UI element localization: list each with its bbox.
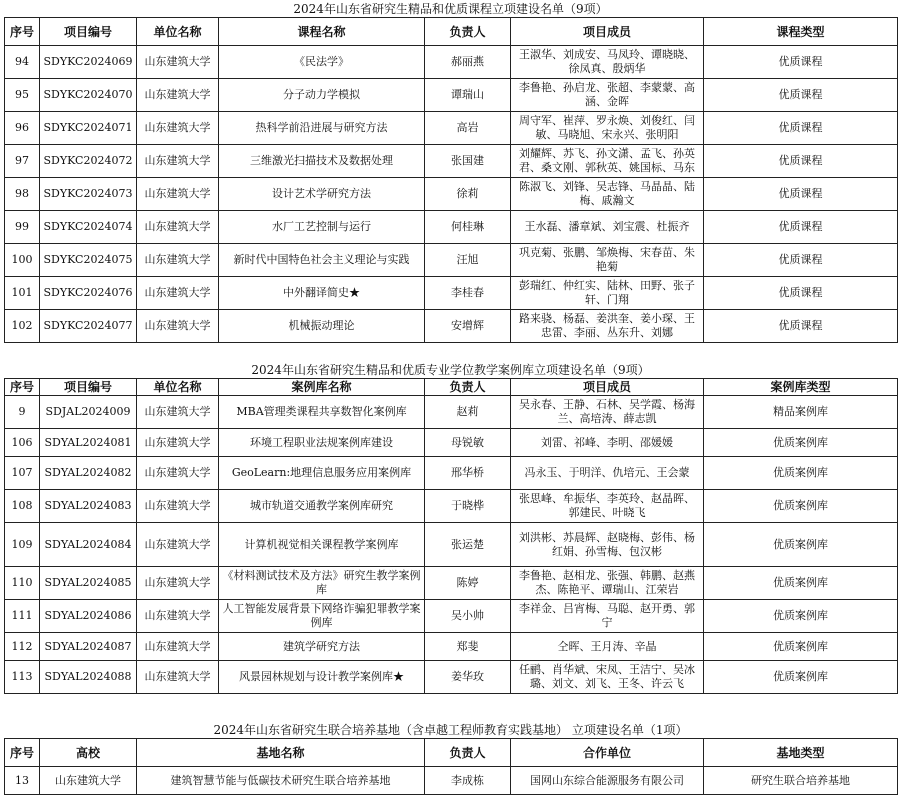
project-code-cell: SDYAL2024082 bbox=[40, 457, 137, 490]
unit-name-cell: 山东建筑大学 bbox=[137, 145, 219, 178]
header-cell: 序号 bbox=[5, 739, 40, 767]
case-library-name-cell: 建筑学研究方法 bbox=[219, 633, 425, 661]
header-cell: 序号 bbox=[5, 379, 40, 396]
course-type-cell: 优质课程 bbox=[704, 145, 898, 178]
leader-cell: 于晓桦 bbox=[425, 490, 511, 523]
members-cell: 陈淑飞、刘锋、吴志锋、马晶晶、陆梅、戚瀚文 bbox=[511, 178, 704, 211]
members-cell: 刘耀辉、苏飞、孙文潇、孟飞、孙英君、桑文刚、郭秋英、姚国标、马东 bbox=[511, 145, 704, 178]
base-type-cell: 研究生联合培养基地 bbox=[704, 767, 898, 795]
members-cell: 刘雷、祁峰、李明、邵媛媛 bbox=[511, 429, 704, 457]
row-number-cell: 108 bbox=[5, 490, 40, 523]
header-cell: 项目编号 bbox=[40, 18, 137, 46]
header-cell: 高校 bbox=[40, 739, 137, 767]
case-library-name-cell: MBA管理类课程共享数智化案例库 bbox=[219, 396, 425, 429]
case-library-name-cell: 城市轨道交通教学案例库研究 bbox=[219, 490, 425, 523]
members-cell: 李鲁艳、赵相龙、张强、韩鹏、赵燕杰、陈艳平、谭瑞山、江荣岩 bbox=[511, 567, 704, 600]
training-base-table bbox=[4, 738, 898, 795]
row-number-cell: 13 bbox=[5, 767, 40, 795]
members-cell: 冯永玉、于明洋、仇培元、王会蒙 bbox=[511, 457, 704, 490]
unit-name-cell: 山东建筑大学 bbox=[137, 567, 219, 600]
unit-name-cell: 山东建筑大学 bbox=[137, 79, 219, 112]
partner-unit-cell: 国网山东综合能源服务有限公司 bbox=[511, 767, 704, 795]
table-row bbox=[5, 661, 898, 694]
header-cell: 案例库名称 bbox=[219, 379, 425, 396]
course-type-cell: 优质课程 bbox=[704, 277, 898, 310]
course-type-cell: 优质课程 bbox=[704, 112, 898, 145]
leader-cell: 姜华玫 bbox=[425, 661, 511, 694]
row-number-cell: 97 bbox=[5, 145, 40, 178]
table-row bbox=[5, 429, 898, 457]
header-cell: 基地类型 bbox=[704, 739, 898, 767]
leader-cell: 高岩 bbox=[425, 112, 511, 145]
course-name-cell: 水厂工艺控制与运行 bbox=[219, 211, 425, 244]
unit-name-cell: 山东建筑大学 bbox=[137, 244, 219, 277]
row-number-cell: 112 bbox=[5, 633, 40, 661]
project-code-cell: SDYKC2024070 bbox=[40, 79, 137, 112]
row-number-cell: 98 bbox=[5, 178, 40, 211]
table-row bbox=[5, 277, 898, 310]
row-number-cell: 110 bbox=[5, 567, 40, 600]
leader-cell: 谭瑞山 bbox=[425, 79, 511, 112]
header-cell: 单位名称 bbox=[137, 379, 219, 396]
course-type-cell: 优质课程 bbox=[704, 178, 898, 211]
course-name-cell: 《民法学》 bbox=[219, 46, 425, 79]
project-code-cell: SDYKC2024072 bbox=[40, 145, 137, 178]
leader-cell: 郝丽燕 bbox=[425, 46, 511, 79]
table-header-row bbox=[5, 739, 898, 767]
project-code-cell: SDYAL2024084 bbox=[40, 523, 137, 567]
unit-name-cell: 山东建筑大学 bbox=[137, 112, 219, 145]
members-cell: 周守军、崔萍、罗永焕、刘俊红、闫敏、马晓旭、宋永兴、张明阳 bbox=[511, 112, 704, 145]
project-code-cell: SDYAL2024083 bbox=[40, 490, 137, 523]
members-cell: 仝晖、王月涛、辛晶 bbox=[511, 633, 704, 661]
table-header-row bbox=[5, 379, 898, 396]
header-cell: 负责人 bbox=[425, 379, 511, 396]
base-name-cell: 建筑智慧节能与低碳技术研究生联合培养基地 bbox=[137, 767, 425, 795]
project-code-cell: SDYAL2024081 bbox=[40, 429, 137, 457]
table-row bbox=[5, 490, 898, 523]
section-title-courses: 2024年山东省研究生精品和优质课程立项建设名单（9项） bbox=[293, 2, 608, 16]
header-cell: 基地名称 bbox=[137, 739, 425, 767]
table-row bbox=[5, 600, 898, 633]
project-code-cell: SDYKC2024077 bbox=[40, 310, 137, 343]
members-cell: 彭瑞红、仲红实、陆林、田野、张子轩、门翔 bbox=[511, 277, 704, 310]
header-cell: 合作单位 bbox=[511, 739, 704, 767]
course-type-cell: 优质课程 bbox=[704, 79, 898, 112]
course-type-cell: 优质课程 bbox=[704, 244, 898, 277]
project-code-cell: SDYAL2024086 bbox=[40, 600, 137, 633]
case-library-name-cell: 环境工程职业法规案例库建设 bbox=[219, 429, 425, 457]
project-code-cell: SDYAL2024088 bbox=[40, 661, 137, 694]
unit-name-cell: 山东建筑大学 bbox=[137, 600, 219, 633]
case-library-name-cell: 《材料测试技术及方法》研究生教学案例库 bbox=[219, 567, 425, 600]
header-cell: 案例库类型 bbox=[704, 379, 898, 396]
case-library-type-cell: 优质案例库 bbox=[704, 457, 898, 490]
course-name-cell: 三维激光扫描技术及数据处理 bbox=[219, 145, 425, 178]
unit-name-cell: 山东建筑大学 bbox=[137, 211, 219, 244]
row-number-cell: 9 bbox=[5, 396, 40, 429]
course-name-cell: 机械振动理论 bbox=[219, 310, 425, 343]
header-cell: 负责人 bbox=[425, 739, 511, 767]
unit-name-cell: 山东建筑大学 bbox=[137, 429, 219, 457]
project-code-cell: SDYAL2024085 bbox=[40, 567, 137, 600]
table-row bbox=[5, 457, 898, 490]
table-row bbox=[5, 310, 898, 343]
course-name-cell: 新时代中国特色社会主义理论与实践 bbox=[219, 244, 425, 277]
table-row bbox=[5, 523, 898, 567]
row-number-cell: 94 bbox=[5, 46, 40, 79]
case-library-name-cell: 风景园林规划与设计教学案例库★ bbox=[219, 661, 425, 694]
project-code-cell: SDYKC2024069 bbox=[40, 46, 137, 79]
members-cell: 王水磊、潘章斌、刘宝震、杜振齐 bbox=[511, 211, 704, 244]
members-cell: 李鲁艳、孙启龙、张超、李蒙蒙、高涵、金晖 bbox=[511, 79, 704, 112]
table-row bbox=[5, 567, 898, 600]
members-cell: 王淑华、刘成安、马凤玲、谭晓晓、徐凤真、殷炳华 bbox=[511, 46, 704, 79]
leader-cell: 陈婷 bbox=[425, 567, 511, 600]
header-cell: 课程名称 bbox=[219, 18, 425, 46]
header-cell: 项目成员 bbox=[511, 379, 704, 396]
leader-cell: 汪旭 bbox=[425, 244, 511, 277]
project-code-cell: SDJAL2024009 bbox=[40, 396, 137, 429]
row-number-cell: 102 bbox=[5, 310, 40, 343]
members-cell: 刘洪彬、苏晨辉、赵晓梅、彭伟、杨红娟、孙雪梅、包汉彬 bbox=[511, 523, 704, 567]
leader-cell: 徐莉 bbox=[425, 178, 511, 211]
leader-cell: 张运楚 bbox=[425, 523, 511, 567]
leader-cell: 李桂春 bbox=[425, 277, 511, 310]
table-row bbox=[5, 178, 898, 211]
unit-name-cell: 山东建筑大学 bbox=[137, 277, 219, 310]
section-title-case-libraries: 2024年山东省研究生精品和优质专业学位教学案例库立项建设名单（9项） bbox=[251, 363, 650, 377]
case-library-type-cell: 优质案例库 bbox=[704, 633, 898, 661]
header-cell: 负责人 bbox=[425, 18, 511, 46]
row-number-cell: 96 bbox=[5, 112, 40, 145]
course-name-cell: 中外翻译简史★ bbox=[219, 277, 425, 310]
header-cell: 单位名称 bbox=[137, 18, 219, 46]
table-row bbox=[5, 244, 898, 277]
unit-name-cell: 山东建筑大学 bbox=[137, 46, 219, 79]
row-number-cell: 95 bbox=[5, 79, 40, 112]
table-header-row bbox=[5, 18, 898, 46]
header-cell: 项目成员 bbox=[511, 18, 704, 46]
case-library-type-cell: 优质案例库 bbox=[704, 523, 898, 567]
members-cell: 李祥金、吕宵梅、马聪、赵开勇、郭宁 bbox=[511, 600, 704, 633]
university-cell: 山东建筑大学 bbox=[40, 767, 137, 795]
project-code-cell: SDYAL2024087 bbox=[40, 633, 137, 661]
row-number-cell: 100 bbox=[5, 244, 40, 277]
case-library-type-cell: 优质案例库 bbox=[704, 429, 898, 457]
table-row bbox=[5, 46, 898, 79]
case-library-name-cell: 人工智能发展背景下网络诈骗犯罪教学案例库 bbox=[219, 600, 425, 633]
course-name-cell: 热科学前沿进展与研究方法 bbox=[219, 112, 425, 145]
unit-name-cell: 山东建筑大学 bbox=[137, 490, 219, 523]
courses-table bbox=[4, 17, 898, 343]
members-cell: 巩克菊、张鹏、邹焕梅、宋春苗、朱艳菊 bbox=[511, 244, 704, 277]
header-cell: 项目编号 bbox=[40, 379, 137, 396]
course-name-cell: 分子动力学模拟 bbox=[219, 79, 425, 112]
leader-cell: 母锐敏 bbox=[425, 429, 511, 457]
table-row bbox=[5, 396, 898, 429]
unit-name-cell: 山东建筑大学 bbox=[137, 178, 219, 211]
members-cell: 路来骁、杨磊、姜洪奎、姜小琛、王忠雷、李丽、丛东升、刘娜 bbox=[511, 310, 704, 343]
leader-cell: 吴小帅 bbox=[425, 600, 511, 633]
header-cell: 序号 bbox=[5, 18, 40, 46]
leader-cell: 李成栋 bbox=[425, 767, 511, 795]
case-library-name-cell: GeoLearn:地理信息服务应用案例库 bbox=[219, 457, 425, 490]
unit-name-cell: 山东建筑大学 bbox=[137, 310, 219, 343]
row-number-cell: 107 bbox=[5, 457, 40, 490]
section-title-training-bases: 2024年山东省研究生联合培养基地（含卓越工程师教育实践基地） 立项建设名单（1项） bbox=[213, 723, 688, 737]
course-type-cell: 优质课程 bbox=[704, 310, 898, 343]
leader-cell: 安增辉 bbox=[425, 310, 511, 343]
table-row bbox=[5, 112, 898, 145]
case-library-table bbox=[4, 378, 898, 694]
table-row bbox=[5, 145, 898, 178]
project-code-cell: SDYKC2024074 bbox=[40, 211, 137, 244]
unit-name-cell: 山东建筑大学 bbox=[137, 457, 219, 490]
row-number-cell: 111 bbox=[5, 600, 40, 633]
project-code-cell: SDYKC2024071 bbox=[40, 112, 137, 145]
case-library-type-cell: 优质案例库 bbox=[704, 661, 898, 694]
leader-cell: 邢华桥 bbox=[425, 457, 511, 490]
leader-cell: 张国建 bbox=[425, 145, 511, 178]
leader-cell: 赵莉 bbox=[425, 396, 511, 429]
table-row bbox=[5, 79, 898, 112]
leader-cell: 何桂琳 bbox=[425, 211, 511, 244]
members-cell: 任鹂、肖华斌、宋凤、王洁宁、吴冰璐、刘文、刘飞、王冬、许云飞 bbox=[511, 661, 704, 694]
case-library-type-cell: 优质案例库 bbox=[704, 567, 898, 600]
course-type-cell: 优质课程 bbox=[704, 211, 898, 244]
case-library-type-cell: 优质案例库 bbox=[704, 600, 898, 633]
members-cell: 张思峰、牟振华、李英玲、赵晶晖、郭建民、叶晓飞 bbox=[511, 490, 704, 523]
unit-name-cell: 山东建筑大学 bbox=[137, 396, 219, 429]
table-row bbox=[5, 767, 898, 795]
course-type-cell: 优质课程 bbox=[704, 46, 898, 79]
case-library-type-cell: 精品案例库 bbox=[704, 396, 898, 429]
project-code-cell: SDYKC2024075 bbox=[40, 244, 137, 277]
case-library-type-cell: 优质案例库 bbox=[704, 490, 898, 523]
unit-name-cell: 山东建筑大学 bbox=[137, 661, 219, 694]
project-code-cell: SDYKC2024076 bbox=[40, 277, 137, 310]
members-cell: 吴永春、王静、石林、吴学霞、杨海兰、高培涛、薛志凯 bbox=[511, 396, 704, 429]
case-library-name-cell: 计算机视觉相关课程教学案例库 bbox=[219, 523, 425, 567]
unit-name-cell: 山东建筑大学 bbox=[137, 633, 219, 661]
row-number-cell: 99 bbox=[5, 211, 40, 244]
project-code-cell: SDYKC2024073 bbox=[40, 178, 137, 211]
row-number-cell: 109 bbox=[5, 523, 40, 567]
row-number-cell: 113 bbox=[5, 661, 40, 694]
table-row bbox=[5, 211, 898, 244]
table-row bbox=[5, 633, 898, 661]
unit-name-cell: 山东建筑大学 bbox=[137, 523, 219, 567]
course-name-cell: 设计艺术学研究方法 bbox=[219, 178, 425, 211]
leader-cell: 郑斐 bbox=[425, 633, 511, 661]
row-number-cell: 106 bbox=[5, 429, 40, 457]
header-cell: 课程类型 bbox=[704, 18, 898, 46]
row-number-cell: 101 bbox=[5, 277, 40, 310]
